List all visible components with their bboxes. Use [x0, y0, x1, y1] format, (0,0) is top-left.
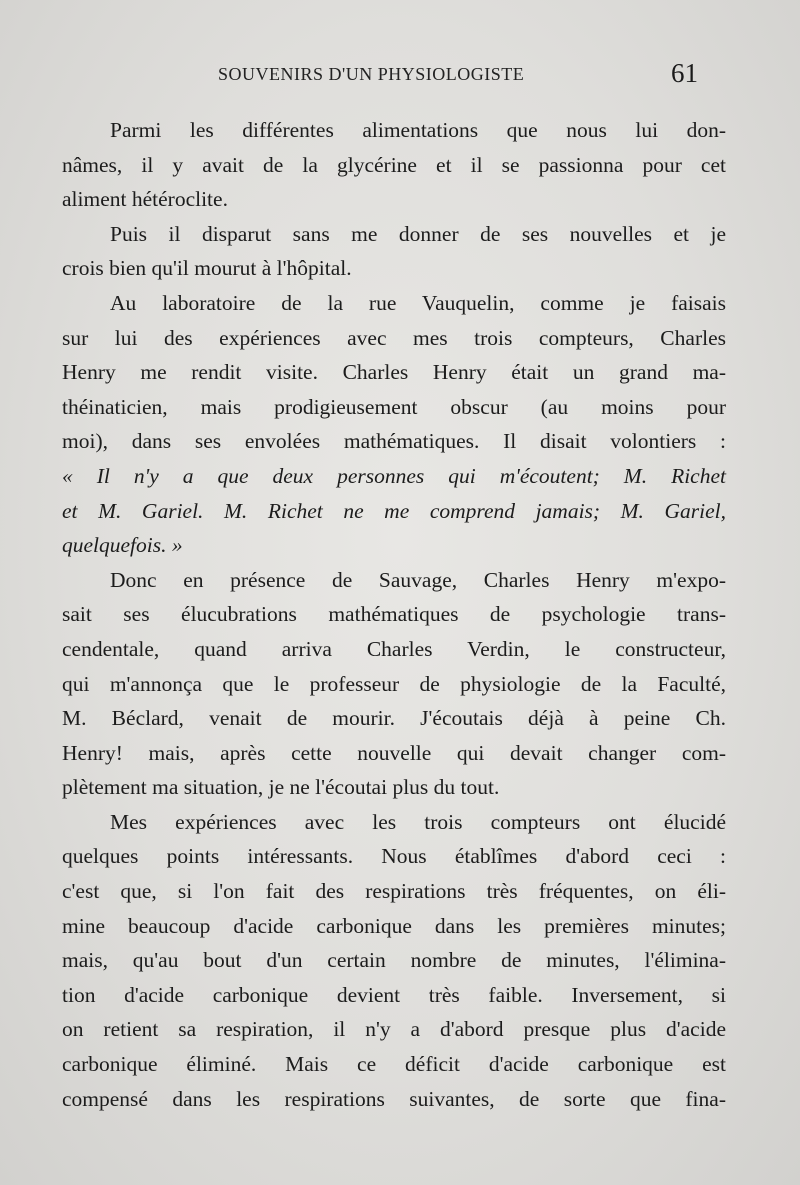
- text-line: plètement ma situation, je ne l'écoutai plus du tout.: [62, 775, 500, 800]
- text-line: et M. Gariel. M. Richet ne me comprend jamais; M. Gariel,: [62, 498, 726, 523]
- body-text: [62, 113, 726, 1116]
- text-line: compensé dans les respirations suivantes, de sorte que fina-: [62, 1086, 726, 1111]
- text-line: Donc en présence de Sauvage, Charles Henry m'expo-: [110, 567, 726, 592]
- text-line: cendentale, quand arriva Charles Verdin, le constructeur,: [62, 636, 726, 661]
- text-line: quelquefois. »: [62, 533, 183, 558]
- text-line: aliment hétéroclite.: [62, 187, 228, 212]
- text-line: Henry! mais, après cette nouvelle qui devait changer com-: [62, 740, 726, 765]
- page-number: 61: [671, 58, 698, 88]
- text-line: sait ses élucubrations mathématiques de psychologie trans-: [62, 602, 726, 627]
- text-line: c'est que, si l'on fait des respirations très fréquentes, on éli-: [62, 879, 726, 904]
- text-line: théinaticien, mais prodigieusement obscur (au moins pour: [62, 394, 726, 419]
- text-line: crois bien qu'il mourut à l'hôpital.: [62, 256, 352, 281]
- text-line: on retient sa respiration, il n'y a d'abord presque plus d'acide: [62, 1017, 726, 1042]
- text-line: Parmi les différentes alimentations que nous lui don-: [110, 118, 726, 142]
- text-line: sur lui des expériences avec mes trois compteurs, Charles: [62, 325, 726, 350]
- text-line: Puis il disparut sans me donner de ses nouvelles et je: [110, 221, 726, 246]
- page-header: [0, 58, 800, 94]
- text-line: mais, qu'au bout d'un certain nombre de minutes, l'élimina-: [62, 948, 726, 973]
- text-line: carbonique éliminé. Mais ce déficit d'acide carbonique est: [62, 1052, 726, 1077]
- text-line: Mes expériences avec les trois compteurs ont élucidé: [110, 809, 726, 834]
- text-line: Au laboratoire de la rue Vauquelin, comme je faisais: [110, 290, 726, 315]
- text-line: tion d'acide carbonique devient très faible. Inversement, si: [62, 982, 726, 1007]
- text-line: quelques points intéressants. Nous établîmes d'abord ceci :: [62, 844, 726, 869]
- text-line: moi), dans ses envolées mathématiques. Il disait volontiers :: [62, 429, 726, 454]
- text-line: mine beaucoup d'acide carbonique dans les premières minutes;: [62, 913, 726, 938]
- text-line: M. Béclard, venait de mourir. J'écoutais déjà à peine Ch.: [62, 706, 726, 731]
- running-title: SOUVENIRS D'UN PHYSIOLOGISTE: [218, 64, 525, 84]
- text-line: qui m'annonça que le professeur de physiologie de la Faculté,: [62, 671, 726, 696]
- text-line: Henry me rendit visite. Charles Henry était un grand ma-: [62, 360, 726, 385]
- text-line: « Il n'y a que deux personnes qui m'écoutent; M. Richet: [62, 463, 726, 488]
- text-line: nâmes, il y avait de la glycérine et il se passionna pour cet: [62, 152, 726, 177]
